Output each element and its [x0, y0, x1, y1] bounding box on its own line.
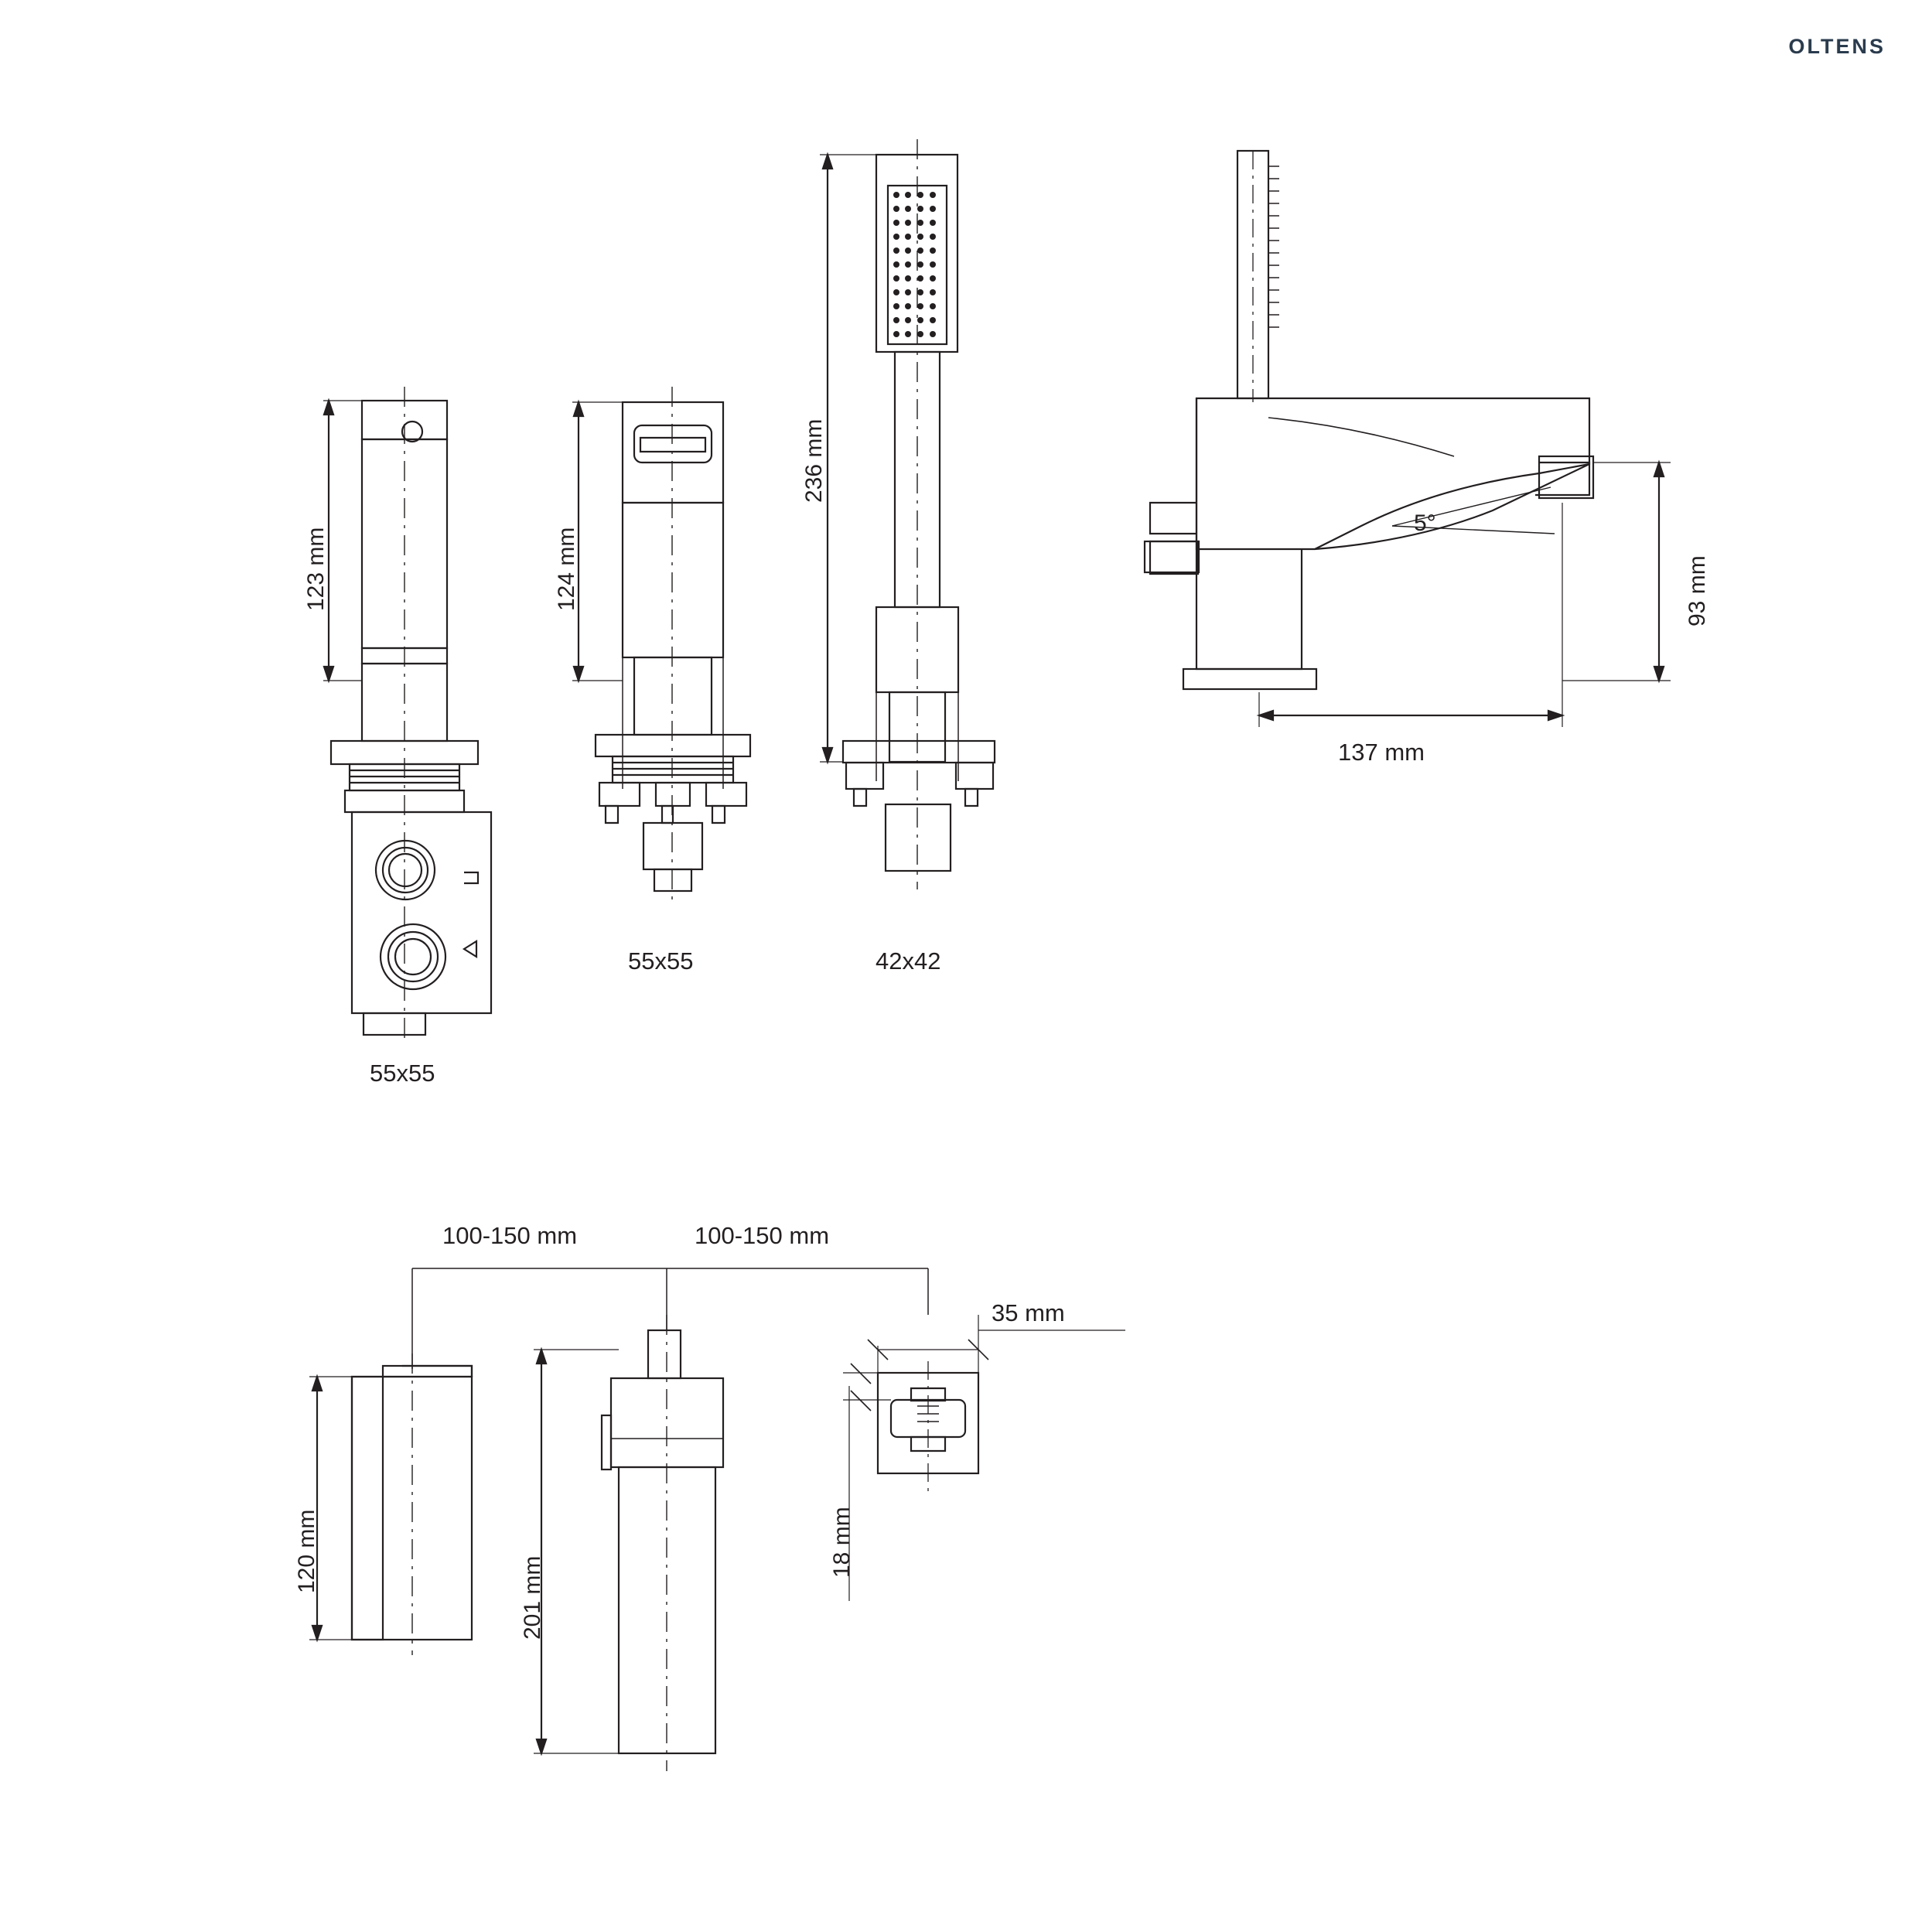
- view-spacing-left: [309, 1353, 472, 1655]
- dimension-label-124: 124 mm: [554, 527, 579, 611]
- dimension-label-spacing-1: 100-150 mm: [442, 1222, 578, 1249]
- dimension-label-120: 120 mm: [294, 1509, 319, 1593]
- view-spacing-escutcheon: [843, 1315, 1125, 1601]
- dimension-label-93: 93 mm: [1685, 555, 1710, 626]
- dimension-label-123: 123 mm: [303, 527, 329, 611]
- view-spout-side: [1145, 151, 1671, 727]
- caption-size-42x42: 42x42: [876, 947, 941, 975]
- brand-text: OLTENS: [1788, 35, 1886, 58]
- view-hand-shower: [820, 139, 995, 889]
- view-spacing-middle: [534, 1315, 723, 1771]
- angle-label-5deg: 5°: [1414, 510, 1436, 536]
- dimension-label-236: 236 mm: [801, 418, 827, 503]
- caption-size-55x55-b: 55x55: [628, 947, 694, 975]
- dimension-label-spacing-2: 100-150 mm: [695, 1222, 830, 1249]
- dimension-label-35: 35 mm: [992, 1299, 1065, 1326]
- dimension-label-137: 137 mm: [1338, 739, 1425, 766]
- dimension-label-201: 201 mm: [520, 1555, 545, 1640]
- dimension-spacing-chain: [412, 1268, 928, 1369]
- view-handle-side: [323, 387, 491, 1044]
- dimension-label-18: 18 mm: [829, 1507, 855, 1578]
- caption-size-55x55-a: 55x55: [370, 1060, 435, 1087]
- view-diverter-front: [572, 387, 750, 905]
